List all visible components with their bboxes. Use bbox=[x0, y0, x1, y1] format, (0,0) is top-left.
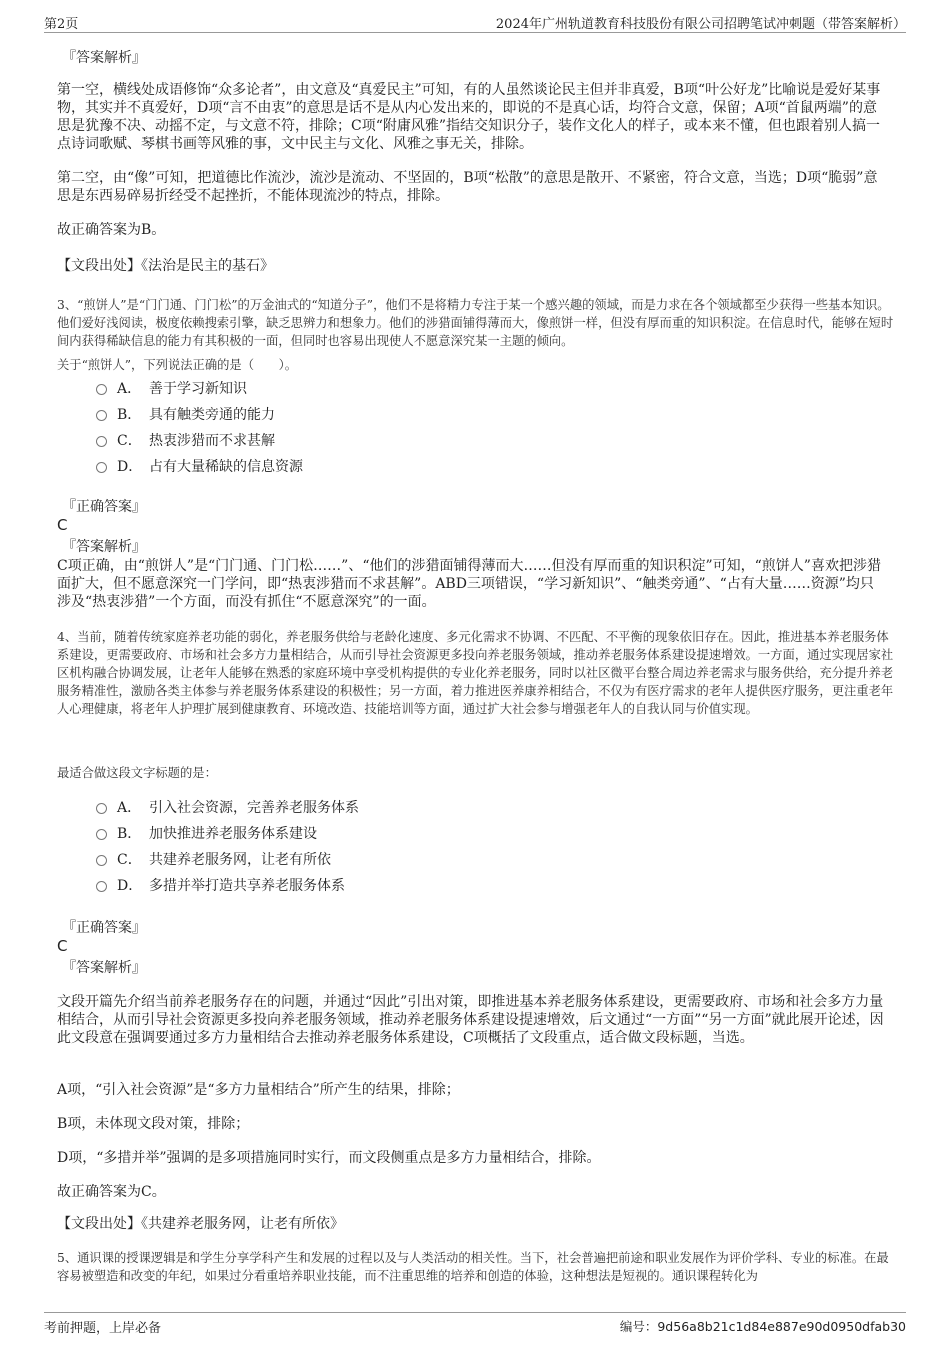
document-id: 编号：9d56a8b21c1d84e887e90d0950dfab30 bbox=[619, 1319, 906, 1334]
radio-button[interactable] bbox=[96, 410, 107, 421]
option-text: 善于学习新知识 bbox=[149, 381, 247, 397]
question-3-prompt: 关于“煎饼人”，下列说法正确的是（ ）。 bbox=[57, 358, 298, 372]
analysis-conclusion: 故正确答案为B。 bbox=[57, 222, 166, 238]
radio-button[interactable] bbox=[96, 436, 107, 447]
passage-source: 【文段出处】《法治是民主的基石》 bbox=[57, 258, 274, 274]
option-text: 热衷涉猎而不求甚解 bbox=[149, 433, 275, 449]
analysis-label: 『答案解析』 bbox=[62, 50, 146, 66]
question-4-analysis: 文段开篇先介绍当前养老服务存在的问题，并通过“因此”引出对策，即推进基本养老服务体系建设，更需要政府、市场和社会多方力量相结合，从而引导社会资源更多投向养老服务领域，推动养老服务体系建设提速增效，后文通过“一方面”“另一方面”就此展开论述，因此文段意在强调要通过多方力量相结合去推动养老服务体系建设，C项概括了文段重点，适合做文段标题，当选。 bbox=[57, 994, 884, 1046]
question-3-stem: 3、“煎饼人”是“门门通、门门松”的万金油式的“知道分子”，他们不是将精力专注于某一个感兴趣的领域，而是力求在各个领域都至少获得一些基本知识。他们爱好浅阅读，极度依赖搜索引擎，缺乏思辨力和想象力。他们的涉猎面铺得薄而大，像煎饼一样，但没有厚而重的知识积淀。在信息时代，能够在短时间内获得稀缺信息的能力有其积极的一面，但同时也容易出现使人不愿意深究某一主题的倾向。 bbox=[57, 298, 894, 348]
question-4-option-d[interactable]: D． 多措并举打造共享养老服务体系 bbox=[96, 877, 345, 895]
radio-button[interactable] bbox=[96, 829, 107, 840]
radio-button[interactable] bbox=[96, 462, 107, 473]
analysis-conclusion: 故正确答案为C。 bbox=[57, 1184, 166, 1200]
page-number: 第2页 bbox=[44, 17, 79, 32]
option-text: 占有大量稀缺的信息资源 bbox=[149, 459, 303, 475]
question-3-option-b[interactable]: B． 具有触类旁通的能力 bbox=[96, 406, 275, 424]
question-4-option-b[interactable]: B． 加快推进养老服务体系建设 bbox=[96, 825, 317, 843]
option-text: 多措并举打造共享养老服务体系 bbox=[149, 878, 345, 894]
correct-answer: C bbox=[57, 937, 68, 955]
passage-source: 【文段出处】《共建养老服务网，让老有所依》 bbox=[57, 1216, 344, 1232]
option-a-note: A项，“引入社会资源”是“多方力量相结合”所产生的结果，排除； bbox=[57, 1082, 460, 1098]
option-text: 引入社会资源，完善养老服务体系 bbox=[149, 800, 359, 816]
analysis-label: 『答案解析』 bbox=[62, 960, 146, 976]
question-4-option-a[interactable]: A． 引入社会资源，完善养老服务体系 bbox=[96, 799, 359, 817]
option-text: 具有触类旁通的能力 bbox=[149, 407, 275, 423]
option-b-note: B项，未体现文段对策，排除； bbox=[57, 1116, 250, 1132]
option-text: 加快推进养老服务体系建设 bbox=[149, 826, 317, 842]
document-title: 2024年广州轨道教育科技股份有限公司招聘笔试冲刺题（带答案解析） bbox=[495, 17, 906, 32]
question-4-stem: 4、当前，随着传统家庭养老功能的弱化，养老服务供给与老龄化速度、多元化需求不协调、不匹配、不平衡的现象依旧存在。因此，推进基本养老服务体系建设，更需要政府、市场和社会多方力量相结合，从而引导社会资源更多投向养老服务领域，推动养老服务体系建设提速增效。一方面，通过实现居家社区机构融合协调发展，让老年人能够在熟悉的家庭环境中享受机构提供的专业化养老服务，同时以社区微平台整合周边养老需求与服务供给，充分提升养老服务精准性，激励各类主体参与养老服务体系建设的积极性；另一方面，着力推进医养康养相结合，不仅为有医疗需求的老年人提供医疗服务，更注重老年人心理健康，将老年人护理扩展到健康教育、环境改造、技能培训等方面，通过扩大社会参与增强老年人的自我认同与价值实现。 bbox=[57, 630, 894, 716]
correct-answer-label: 『正确答案』 bbox=[62, 499, 146, 515]
footer-slogan: 考前押题，上岸必备 bbox=[44, 1321, 162, 1336]
question-3-option-a[interactable]: A． 善于学习新知识 bbox=[96, 380, 247, 398]
radio-button[interactable] bbox=[96, 384, 107, 395]
analysis-paragraph-2: 第二空，由“像”可知，把道德比作流沙，流沙是流动、不坚固的，B项“松散”的意思是散开、不紧密，符合文意，当选；D项“脆弱”意思是东西易碎易折经受不起挫折，不能体现流沙的特点，排除。 bbox=[57, 170, 878, 204]
analysis-paragraph-1: 第一空，横线处成语修饰“众多论者”，由文意及“真爱民主”可知，有的人虽然谈论民主但并非真爱，B项“叶公好龙”比喻说是爱好某事物，其实并不真爱好，D项“言不由衷”的意思是话不是从内心发出来的，即说的不是真心话，均符合文意，保留；A项“首鼠两端”的意思是犹豫不决、动摇不定，与文意不符，排除；C项“附庸风雅”指结交知识分子，装作文化人的样子，或本来不懂，但也跟着别人搞一点诗词歌赋、琴棋书画等风雅的事，文中民主与文化、风雅之事无关，排除。 bbox=[57, 82, 881, 152]
analysis-label: 『答案解析』 bbox=[62, 539, 146, 555]
question-5-stem: 5、通识课的授课逻辑是和学生分享学科产生和发展的过程以及与人类活动的相关性。当下，社会普遍把前途和职业发展作为评价学科、专业的标准。在最容易被塑造和改变的年纪，如果过分看重培养职业技能，而不注重思维的培养和创造的体验，这种想法是短视的。通识课程转化为 bbox=[57, 1251, 889, 1283]
question-3-option-d[interactable]: D． 占有大量稀缺的信息资源 bbox=[96, 458, 303, 476]
page-footer bbox=[44, 1312, 906, 1337]
question-4-option-c[interactable]: C． 共建养老服务网，让老有所依 bbox=[96, 851, 331, 869]
question-3-analysis: C项正确，由“煎饼人”是“门门通、门门松……”、“他们的涉猎面铺得薄而大……但没有厚而重的知识积淀”可知，“煎饼人”喜欢把涉猎面扩大，但不愿意深究一门学问，即“热衷涉猎而不求甚解”。ABD三项错误，“学习新知识”、“触类旁通”、“占有大量……资源”均只涉及“热衷涉猎”一个方面，而没有抓住“不愿意深究”的一面。 bbox=[57, 558, 881, 610]
question-3-option-c[interactable]: C． 热衷涉猎而不求甚解 bbox=[96, 432, 275, 450]
option-text: 共建养老服务网，让老有所依 bbox=[149, 852, 331, 868]
correct-answer-label: 『正确答案』 bbox=[62, 920, 146, 936]
radio-button[interactable] bbox=[96, 881, 107, 892]
page-header bbox=[44, 10, 906, 33]
correct-answer: C bbox=[57, 516, 68, 534]
radio-button[interactable] bbox=[96, 803, 107, 814]
option-d-note: D项，“多措并举”强调的是多项措施同时实行，而文段侧重点是多方力量相结合，排除。 bbox=[57, 1150, 601, 1166]
radio-button[interactable] bbox=[96, 855, 107, 866]
question-4-prompt: 最适合做这段文字标题的是： bbox=[57, 766, 217, 780]
